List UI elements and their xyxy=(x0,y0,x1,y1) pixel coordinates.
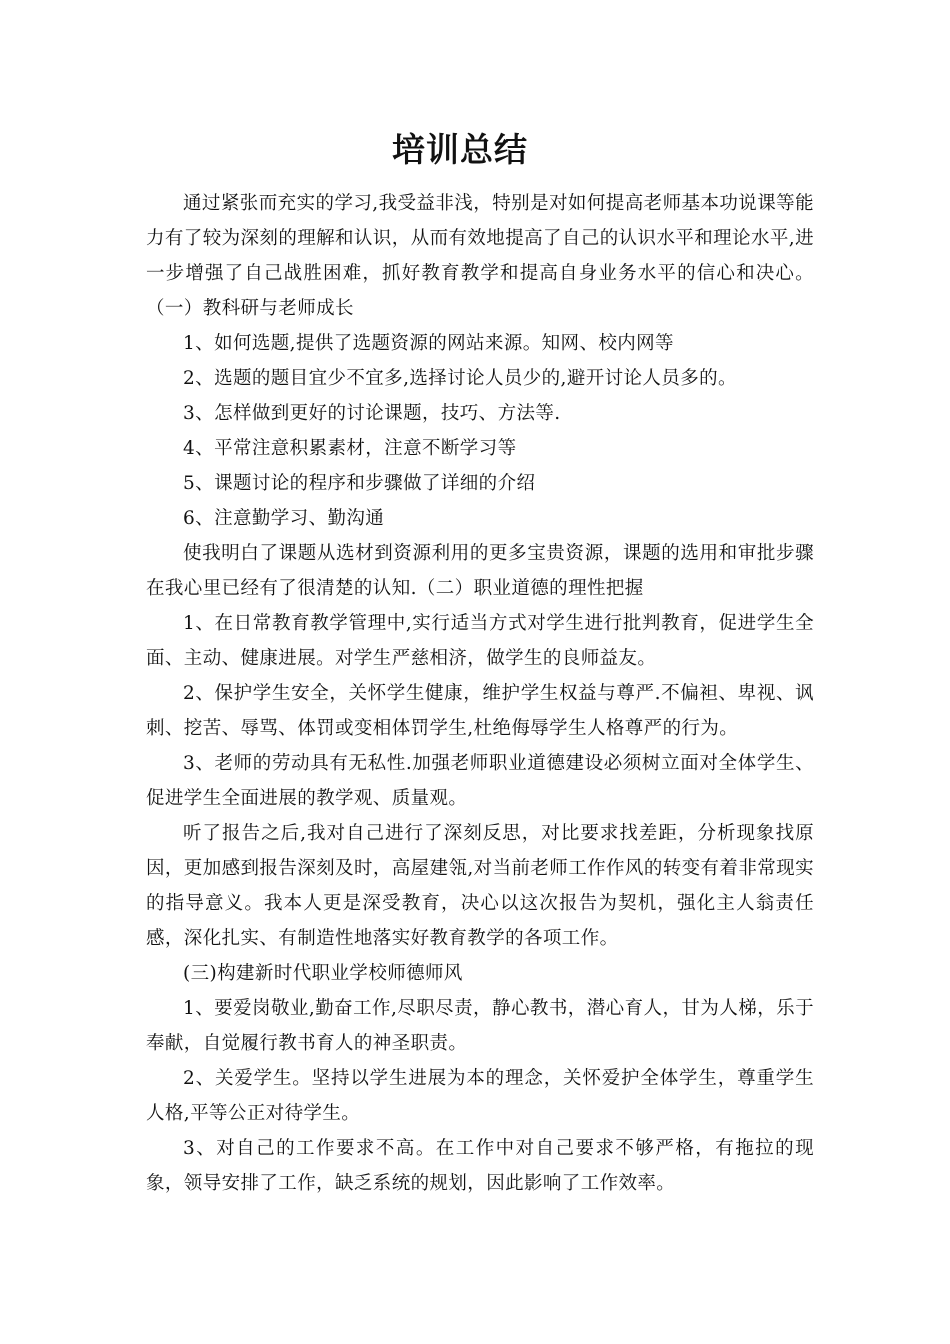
list-item: 3、老师的劳动具有无私性.加强老师职业道德建设必须树立面对全体学生、促进学生全面进展的教学观、质量观。 xyxy=(146,753,814,809)
document-body xyxy=(146,186,814,1201)
list-item: 3、对自己的工作要求不高。在工作中对自己要求不够严格，有拖拉的现象，领导安排了工作，缺乏系统的规划，因此影响了工作效率。 xyxy=(146,1138,814,1194)
list-item: 3、怎样做到更好的讨论课题，技巧、方法等. xyxy=(183,403,561,424)
intro-paragraph: 通过紧张而充实的学习,我受益非浅，特别是对如何提高老师基本功说课等能力有了较为深刻的理解和认识，从而有效地提高了自己的认识水平和理论水平,进一步增强了自己战胜困难，抓好教育教学和提高自身业务水平的信心和决心。（一）教科研与老师成长 xyxy=(146,193,814,319)
list-item: 1、在日常教育教学管理中,实行适当方式对学生进行批判教育，促进学生全面、主动、健康进展。对学生严慈相济，做学生的良师益友。 xyxy=(146,613,814,669)
body-paragraph: 听了报告之后,我对自己进行了深刻反思，对比要求找差距，分析现象找原因，更加感到报告深刻及时，高屋建瓴,对当前老师工作作风的转变有着非常现实的指导意义。我本人更是深受教育，决心以这次报告为契机，强化主人翁责任感，深化扎实、有制造性地落实好教育教学的各项工作。 xyxy=(146,823,814,949)
list-item: 1、如何选题,提供了选题资源的网站来源。知网、校内网等 xyxy=(183,333,674,354)
page-title: 培训总结 xyxy=(392,130,528,169)
list-item: 2、关爱学生。坚持以学生进展为本的理念，关怀爱护全体学生，尊重学生人格,平等公正对待学生。 xyxy=(146,1068,814,1124)
list-item: 2、选题的题目宜少不宜多,选择讨论人员少的,避开讨论人员多的。 xyxy=(183,368,737,389)
list-item: 1、要爱岗敬业,勤奋工作,尽职尽责，静心教书，潜心育人，甘为人梯，乐于奉献，自觉履行教书育人的神圣职责。 xyxy=(146,998,814,1054)
list-item: 2、保护学生安全，关怀学生健康，维护学生权益与尊严.不偏袒、卑视、讽刺、挖苦、辱骂、体罚或变相体罚学生,杜绝侮辱学生人格尊严的行为。 xyxy=(146,683,814,739)
list-item: 4、平常注意积累素材，注意不断学习等 xyxy=(183,438,517,459)
body-paragraph: 使我明白了课题从选材到资源利用的更多宝贵资源，课题的选用和审批步骤在我心里已经有了很清楚的认知.（二）职业道德的理性把握 xyxy=(146,543,814,599)
section-heading: (三)构建新时代职业学校师德师风 xyxy=(183,963,463,984)
list-item: 6、注意勤学习、勤沟通 xyxy=(183,508,385,529)
list-item: 5、课题讨论的程序和步骤做了详细的介绍 xyxy=(183,473,536,494)
